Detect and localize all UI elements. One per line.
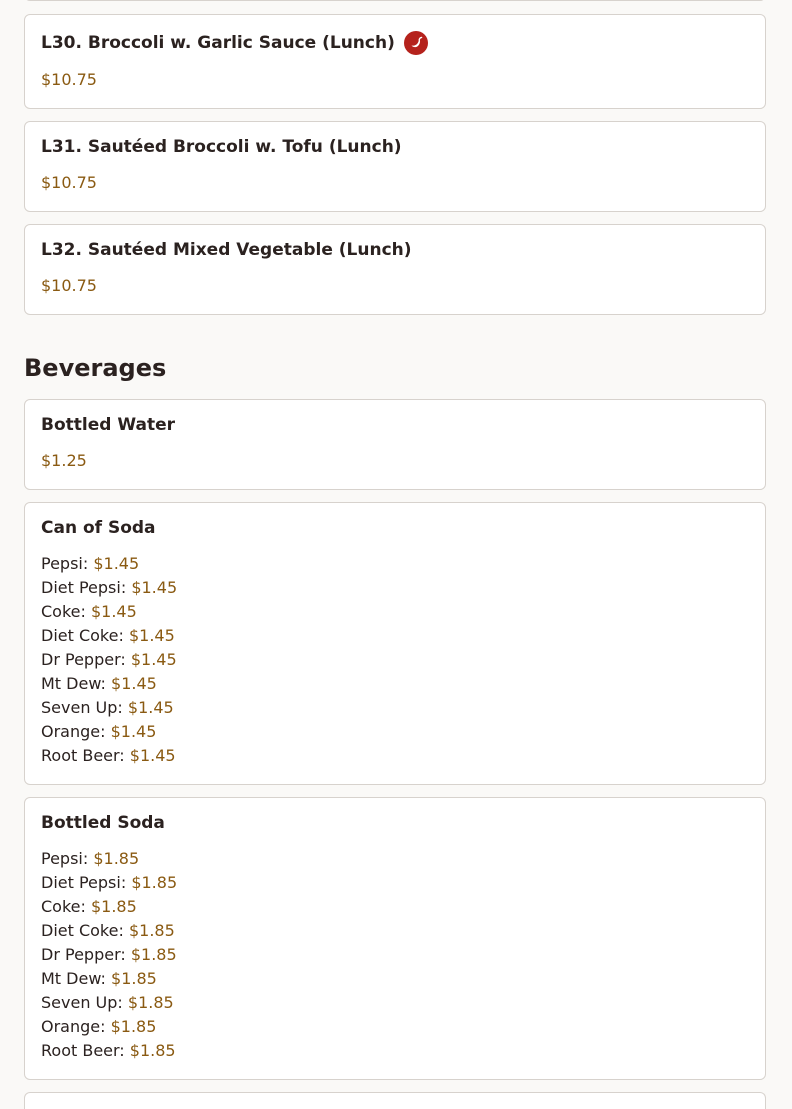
menu-item-card[interactable] bbox=[24, 797, 766, 1080]
price-option: Seven Up: $1.85 bbox=[41, 993, 174, 1012]
menu-item-card[interactable] bbox=[24, 224, 766, 315]
price-option: Diet Pepsi: $1.85 bbox=[41, 873, 178, 892]
price-option: Root Beer: $1.85 bbox=[41, 1041, 176, 1060]
price-option: Dr Pepper: $1.45 bbox=[41, 650, 177, 669]
price-option: Diet Coke: $1.45 bbox=[41, 626, 175, 645]
price-option: Coke: $1.45 bbox=[41, 602, 137, 621]
menu-item-title: Bottled Water bbox=[41, 415, 175, 435]
section-heading-beverages: Beverages bbox=[24, 354, 167, 382]
price-option: Dr Pepper: $1.85 bbox=[41, 945, 177, 964]
price-option: Orange: $1.45 bbox=[41, 722, 157, 741]
price-option: Orange: $1.85 bbox=[41, 1017, 157, 1036]
menu-item-price: $10.75 bbox=[41, 70, 97, 89]
price-option: Diet Coke: $1.85 bbox=[41, 921, 175, 940]
price-option: Coke: $1.85 bbox=[41, 897, 137, 916]
price-option: Seven Up: $1.45 bbox=[41, 698, 174, 717]
menu-item-price: $10.75 bbox=[41, 276, 97, 295]
menu-item-title: Can of Soda bbox=[41, 518, 156, 538]
price-option-list bbox=[41, 552, 177, 768]
menu-item-card[interactable] bbox=[24, 121, 766, 212]
menu-item-card[interactable] bbox=[24, 502, 766, 785]
menu-item-title: L32. Sautéed Mixed Vegetable (Lunch) bbox=[41, 240, 412, 260]
menu-item-card[interactable] bbox=[24, 399, 766, 490]
price-option: Mt Dew: $1.45 bbox=[41, 674, 157, 693]
chili-pepper-icon bbox=[404, 31, 428, 55]
menu-item-title: L31. Sautéed Broccoli w. Tofu (Lunch) bbox=[41, 137, 402, 157]
price-option: Pepsi: $1.45 bbox=[41, 554, 140, 573]
menu-item-price: $1.25 bbox=[41, 451, 87, 470]
menu-item-title-row bbox=[41, 31, 428, 55]
menu-item-card-partial-top[interactable] bbox=[24, 0, 766, 1]
menu-item-title: L30. Broccoli w. Garlic Sauce (Lunch) bbox=[41, 33, 395, 53]
price-option-list bbox=[41, 847, 177, 1063]
price-option: Pepsi: $1.85 bbox=[41, 849, 140, 868]
menu-item-title: Bottled Soda bbox=[41, 813, 165, 833]
menu-item-price: $10.75 bbox=[41, 173, 97, 192]
price-option: Diet Pepsi: $1.45 bbox=[41, 578, 178, 597]
menu-item-card-partial-bottom[interactable] bbox=[24, 1092, 766, 1109]
price-option: Root Beer: $1.45 bbox=[41, 746, 176, 765]
menu-item-card[interactable] bbox=[24, 14, 766, 109]
price-option: Mt Dew: $1.85 bbox=[41, 969, 157, 988]
